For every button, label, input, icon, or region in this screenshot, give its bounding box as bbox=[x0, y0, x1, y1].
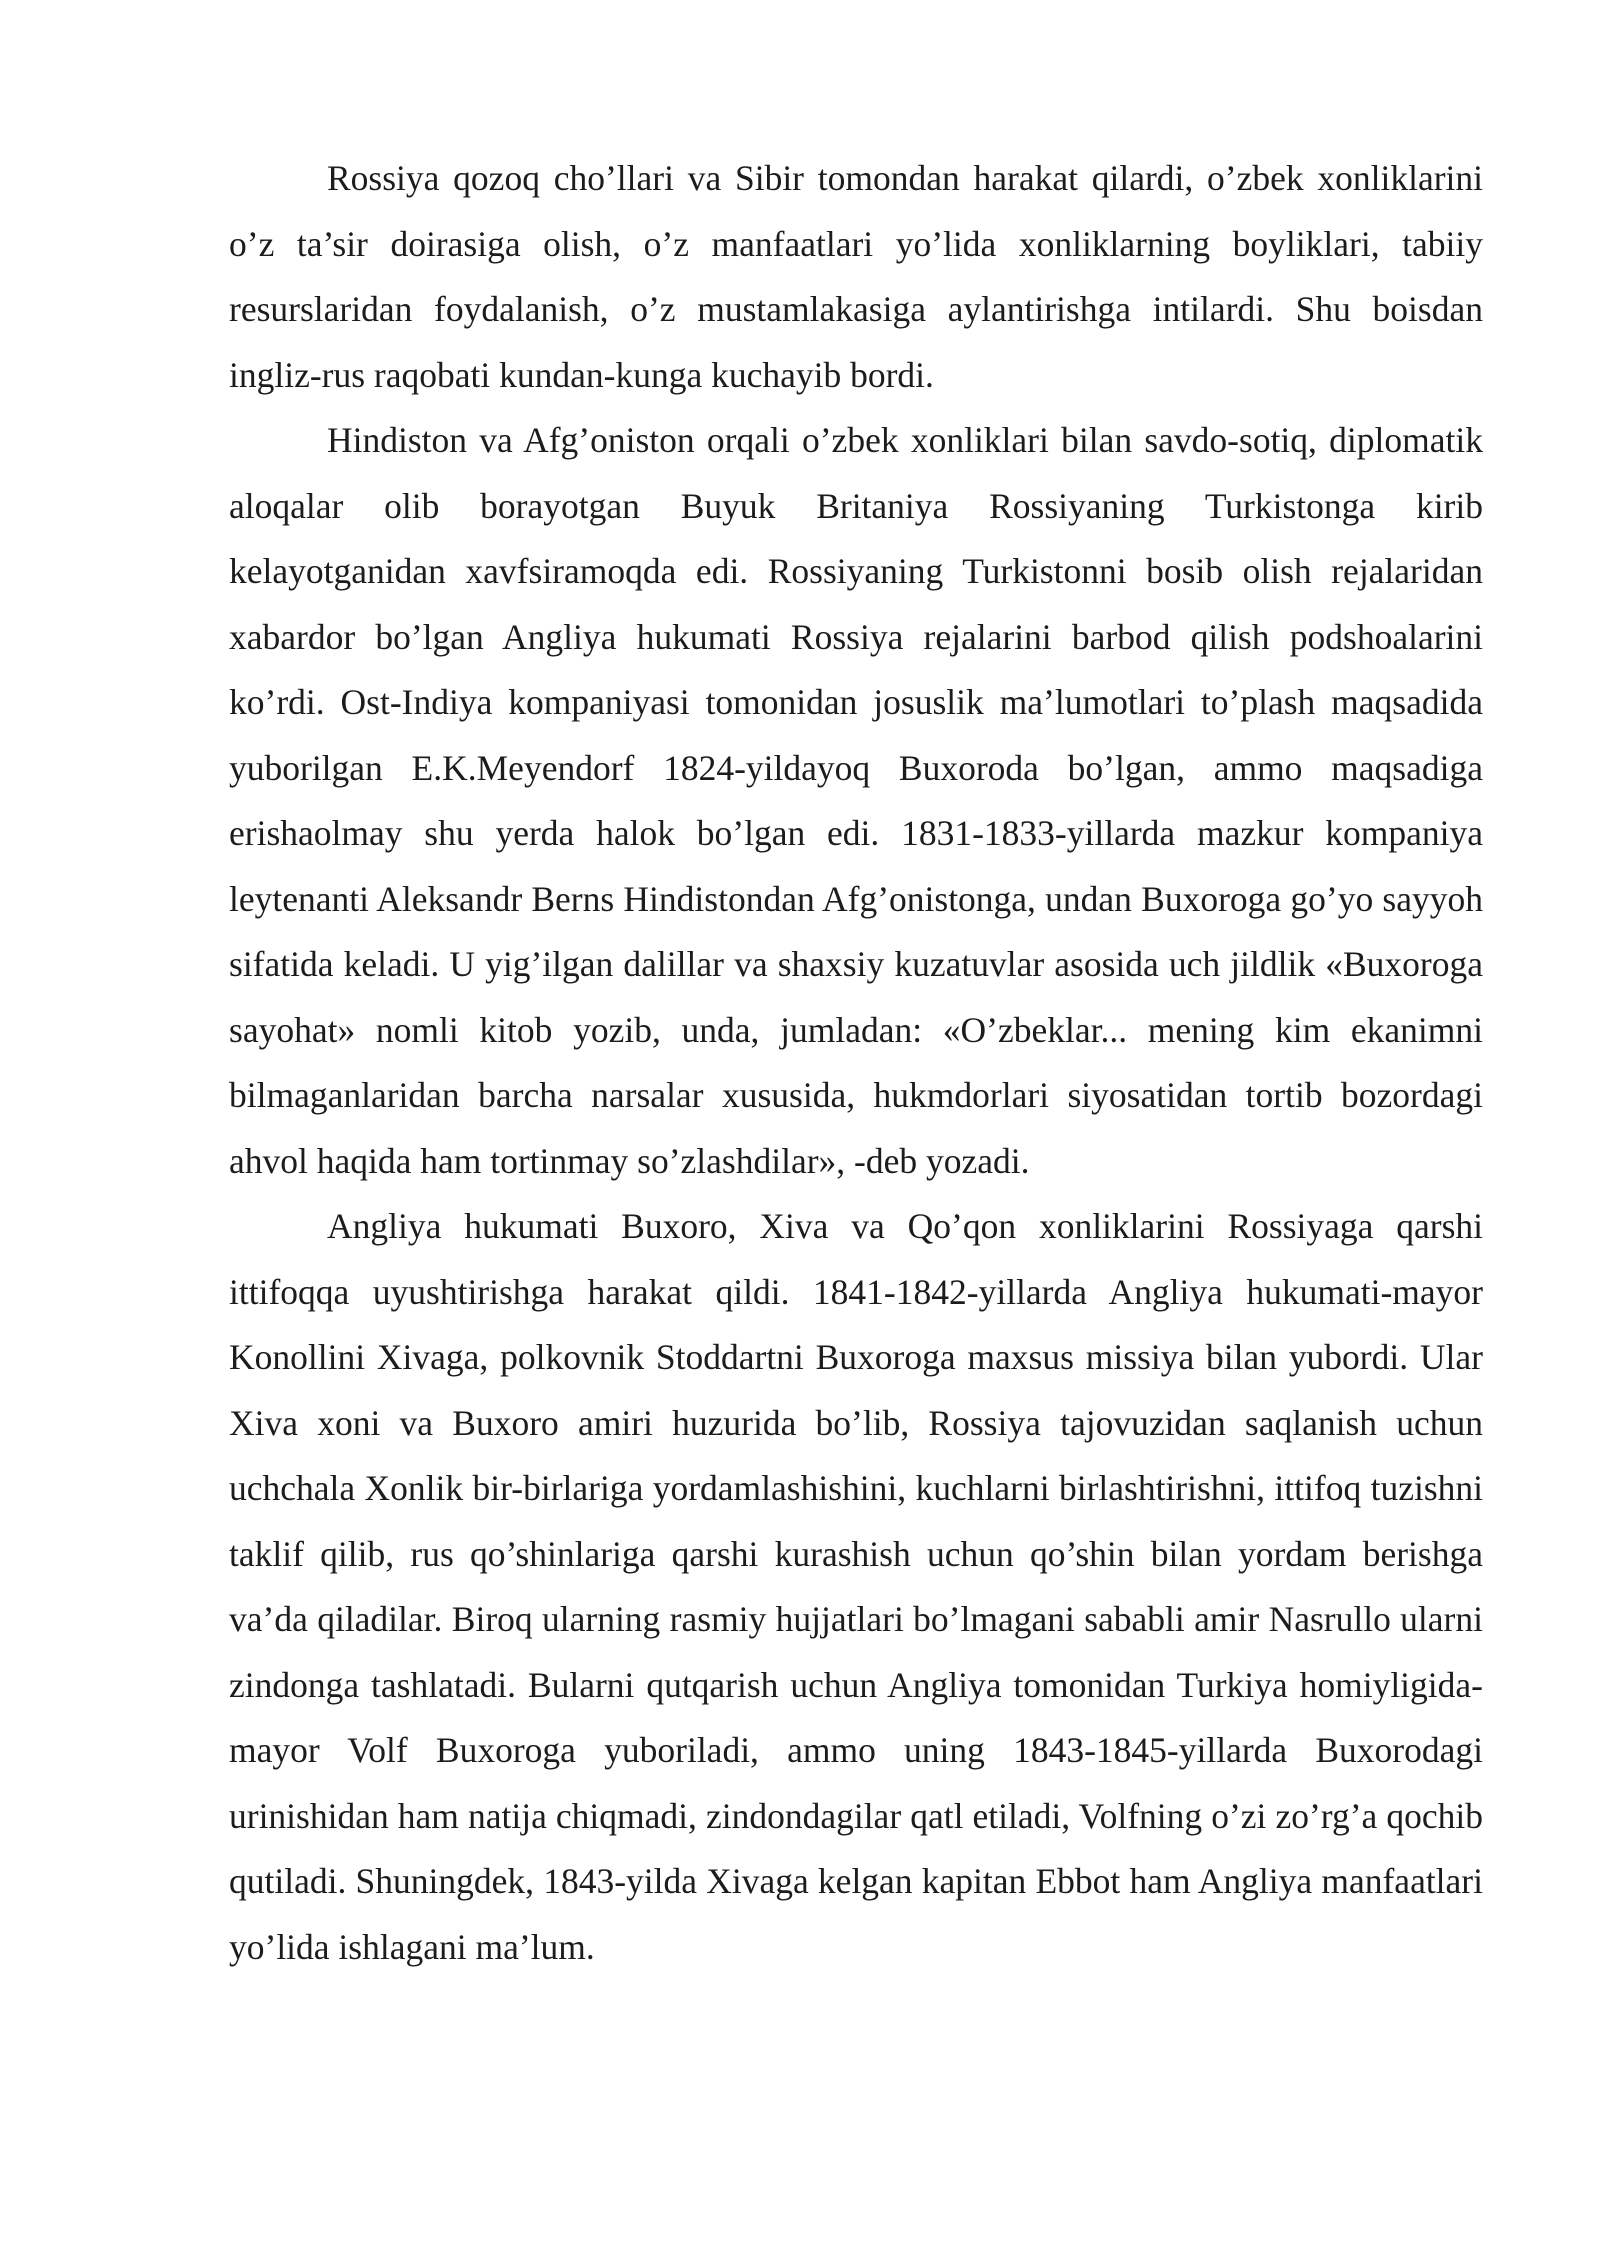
text-column bbox=[229, 146, 1483, 1980]
paragraph-3: Angliya hukumati Buxoro, Xiva va Qo’qon xonliklarini Rossiyaga qarshi ittifoqqa uyushtirishga harakat qildi. 1841-1842-yillarda Angliya hukumati-mayor Konollini Xivaga, polkovnik Stoddartni Buxoroga maxsus missiya bilan yubordi. Ular Xiva xoni va Buxoro amiri huzurida bo’lib, Rossiya tajovuzidan saqlanish uchun uchchala Xonlik bir-birlariga yordamlashishini, kuchlarni birlashtirishni, ittifoq tuzishni taklif qilib, rus qo’shinlariga qarshi kurashish uchun qo’shin bilan yordam berishga va’da qiladilar. Biroq ularning rasmiy hujjatlari bo’lmagani sababli amir Nasrullo ularni zindonga tashlatadi. Bularni qutqarish uchun Angliya tomonidan Turkiya homiyligida-mayor Volf Buxoroga yuboriladi, ammo uning 1843-1845-yillarda Buxorodagi urinishidan ham natija chiqmadi, zindondagilar qatl etiladi, Volfning o’zi zo’rg’a qochib qutiladi. Shuningdek, 1843-yilda Xivaga kelgan kapitan Ebbot ham Angliya manfaatlari yo’lida ishlagani ma’lum. bbox=[229, 1206, 1483, 1967]
paragraph-2: Hindiston va Afg’oniston orqali o’zbek xonliklari bilan savdo-sotiq, diplomatik aloqalar olib borayotgan Buyuk Britaniya Rossiyaning Turkistonga kirib kelayotganidan xavfsiramoqda edi. Rossiyaning Turkistonni bosib olish rejalaridan xabardor bo’lgan Angliya hukumati Rossiya rejalarini barbod qilish podshoalarini ko’rdi. Ost-Indiya kompaniyasi tomonidan josuslik ma’lumotlari to’plash maqsadida yuborilgan E.K.Meyendorf 1824-yildayoq Buxoroda bo’lgan, ammo maqsadiga erishaolmay shu yerda halok bo’lgan edi. 1831-1833-yillarda mazkur kompaniya leytenanti Aleksandr Berns Hindistondan Afg’onistonga, undan Buxoroga go’yo sayyoh sifatida keladi. U yig’ilgan dalillar va shaxsiy kuzatuvlar asosida uch jildlik «Buxoroga sayohat» nomli kitob yozib, unda, jumladan: «O’zbeklar... mening kim ekanimni bilmaganlaridan barcha narsalar xususida, hukmdorlari siyosatidan tortib bozordagi ahvol haqida ham tortinmay so’zlashdilar», -deb yozadi. bbox=[229, 420, 1483, 1181]
paragraph-1: Rossiya qozoq cho’llari va Sibir tomondan harakat qilardi, o’zbek xonliklarini o’z ta’sir doirasiga olish, o’z manfaatlari yo’lida xonliklarning boyliklari, tabiiy resurslaridan foydalanish, o’z mustamlakasiga aylantirishga intilardi. Shu boisdan ingliz-rus raqobati kundan-kunga kuchayib bordi. bbox=[229, 158, 1483, 395]
